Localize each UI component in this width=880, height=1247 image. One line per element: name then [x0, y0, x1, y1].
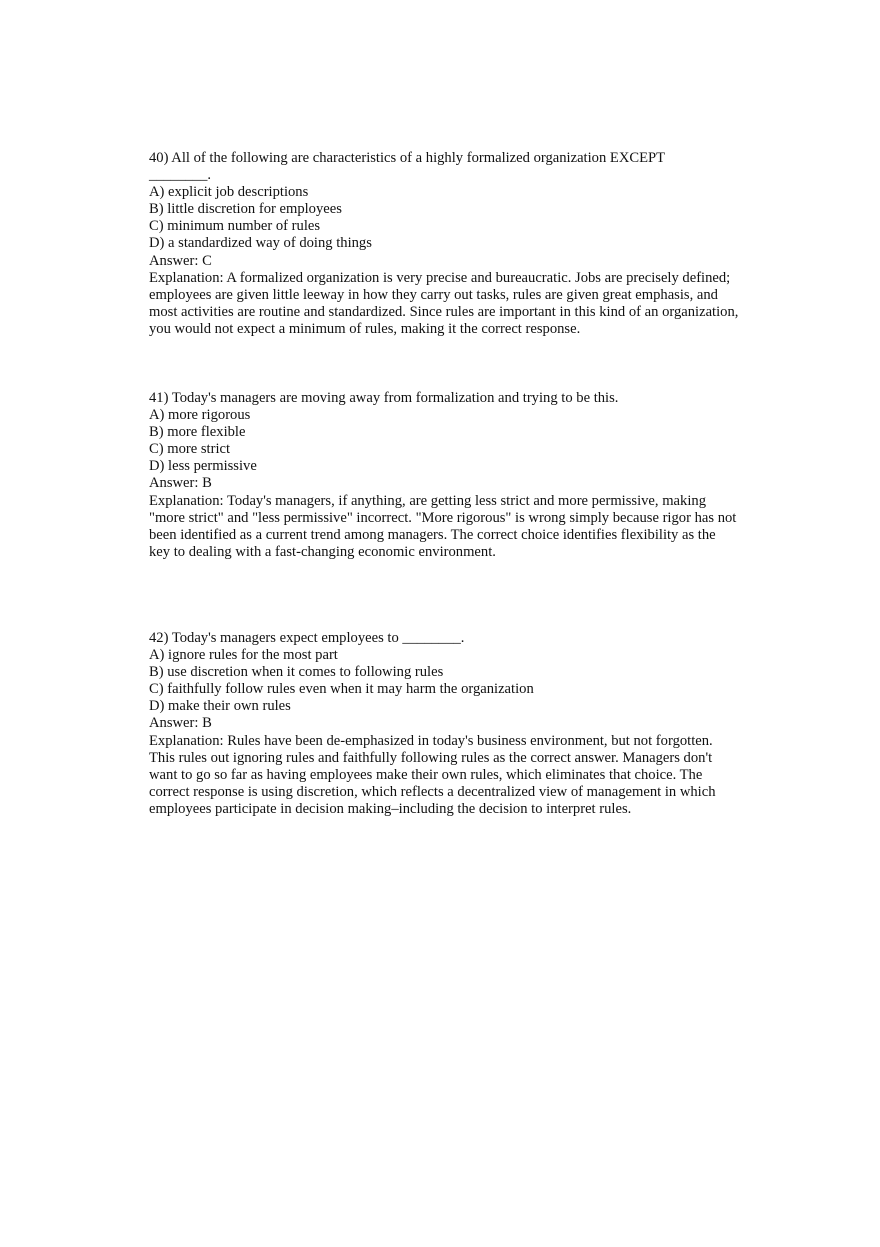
explanation: Explanation: A formalized organization is very precise and bureaucratic. Jobs are precisely defined; employees are given little leeway in how they carry out tasks, rules are given great emphasis, and most activities are routine and standardized. Since rules are important in this kind of an organization, you would not expect a minimum of rules, making it the correct response. [149, 269, 739, 337]
option-d: D) a standardized way of doing things [149, 235, 372, 252]
option-c: C) minimum number of rules [149, 218, 321, 235]
question-stem-blank: ________. [149, 167, 212, 184]
option-d: D) make their own rules [149, 698, 291, 715]
option-b: B) little discretion for employees [149, 201, 342, 218]
answer: Answer: C [149, 252, 212, 269]
question-40 [149, 150, 739, 338]
question-stem: 41) Today's managers are moving away from formalization and trying to be this. [149, 390, 619, 406]
explanation: Explanation: Rules have been de-emphasized in today's business environment, but not forgotten. This rules out ignoring rules and faithfully following rules as the correct answer. Managers don't want to go so far as having employees make their own rules, which eliminates that choice. The correct response is using discretion, which reflects a decentralized view of management in which employees participate in decision making–including the decision to interpret rules. [149, 732, 716, 817]
question-41 [149, 390, 739, 561]
option-d: D) less permissive [149, 458, 257, 475]
question-42 [149, 630, 739, 818]
question-stem: 42) Today's managers expect employees to ________. [149, 630, 465, 646]
option-a: A) explicit job descriptions [149, 184, 309, 201]
answer: Answer: B [149, 475, 212, 492]
option-c: C) more strict [149, 441, 231, 458]
answer: Answer: B [149, 715, 212, 732]
option-b: B) more flexible [149, 424, 246, 441]
option-a: A) ignore rules for the most part [149, 647, 338, 664]
option-c: C) faithfully follow rules even when it may harm the organization [149, 681, 534, 698]
explanation: Explanation: Today's managers, if anything, are getting less strict and more permissive, making "more strict" and "less permissive" incorrect. "More rigorous" is wrong simply because rigor has not been identified as a current trend among managers. The correct choice identifies flexibility as the key to dealing with a fast-changing economic environment. [149, 492, 737, 560]
option-b: B) use discretion when it comes to following rules [149, 664, 444, 681]
question-stem: 40) All of the following are characteristics of a highly formalized organization EXCEPT [149, 150, 666, 166]
option-a: A) more rigorous [149, 407, 251, 424]
